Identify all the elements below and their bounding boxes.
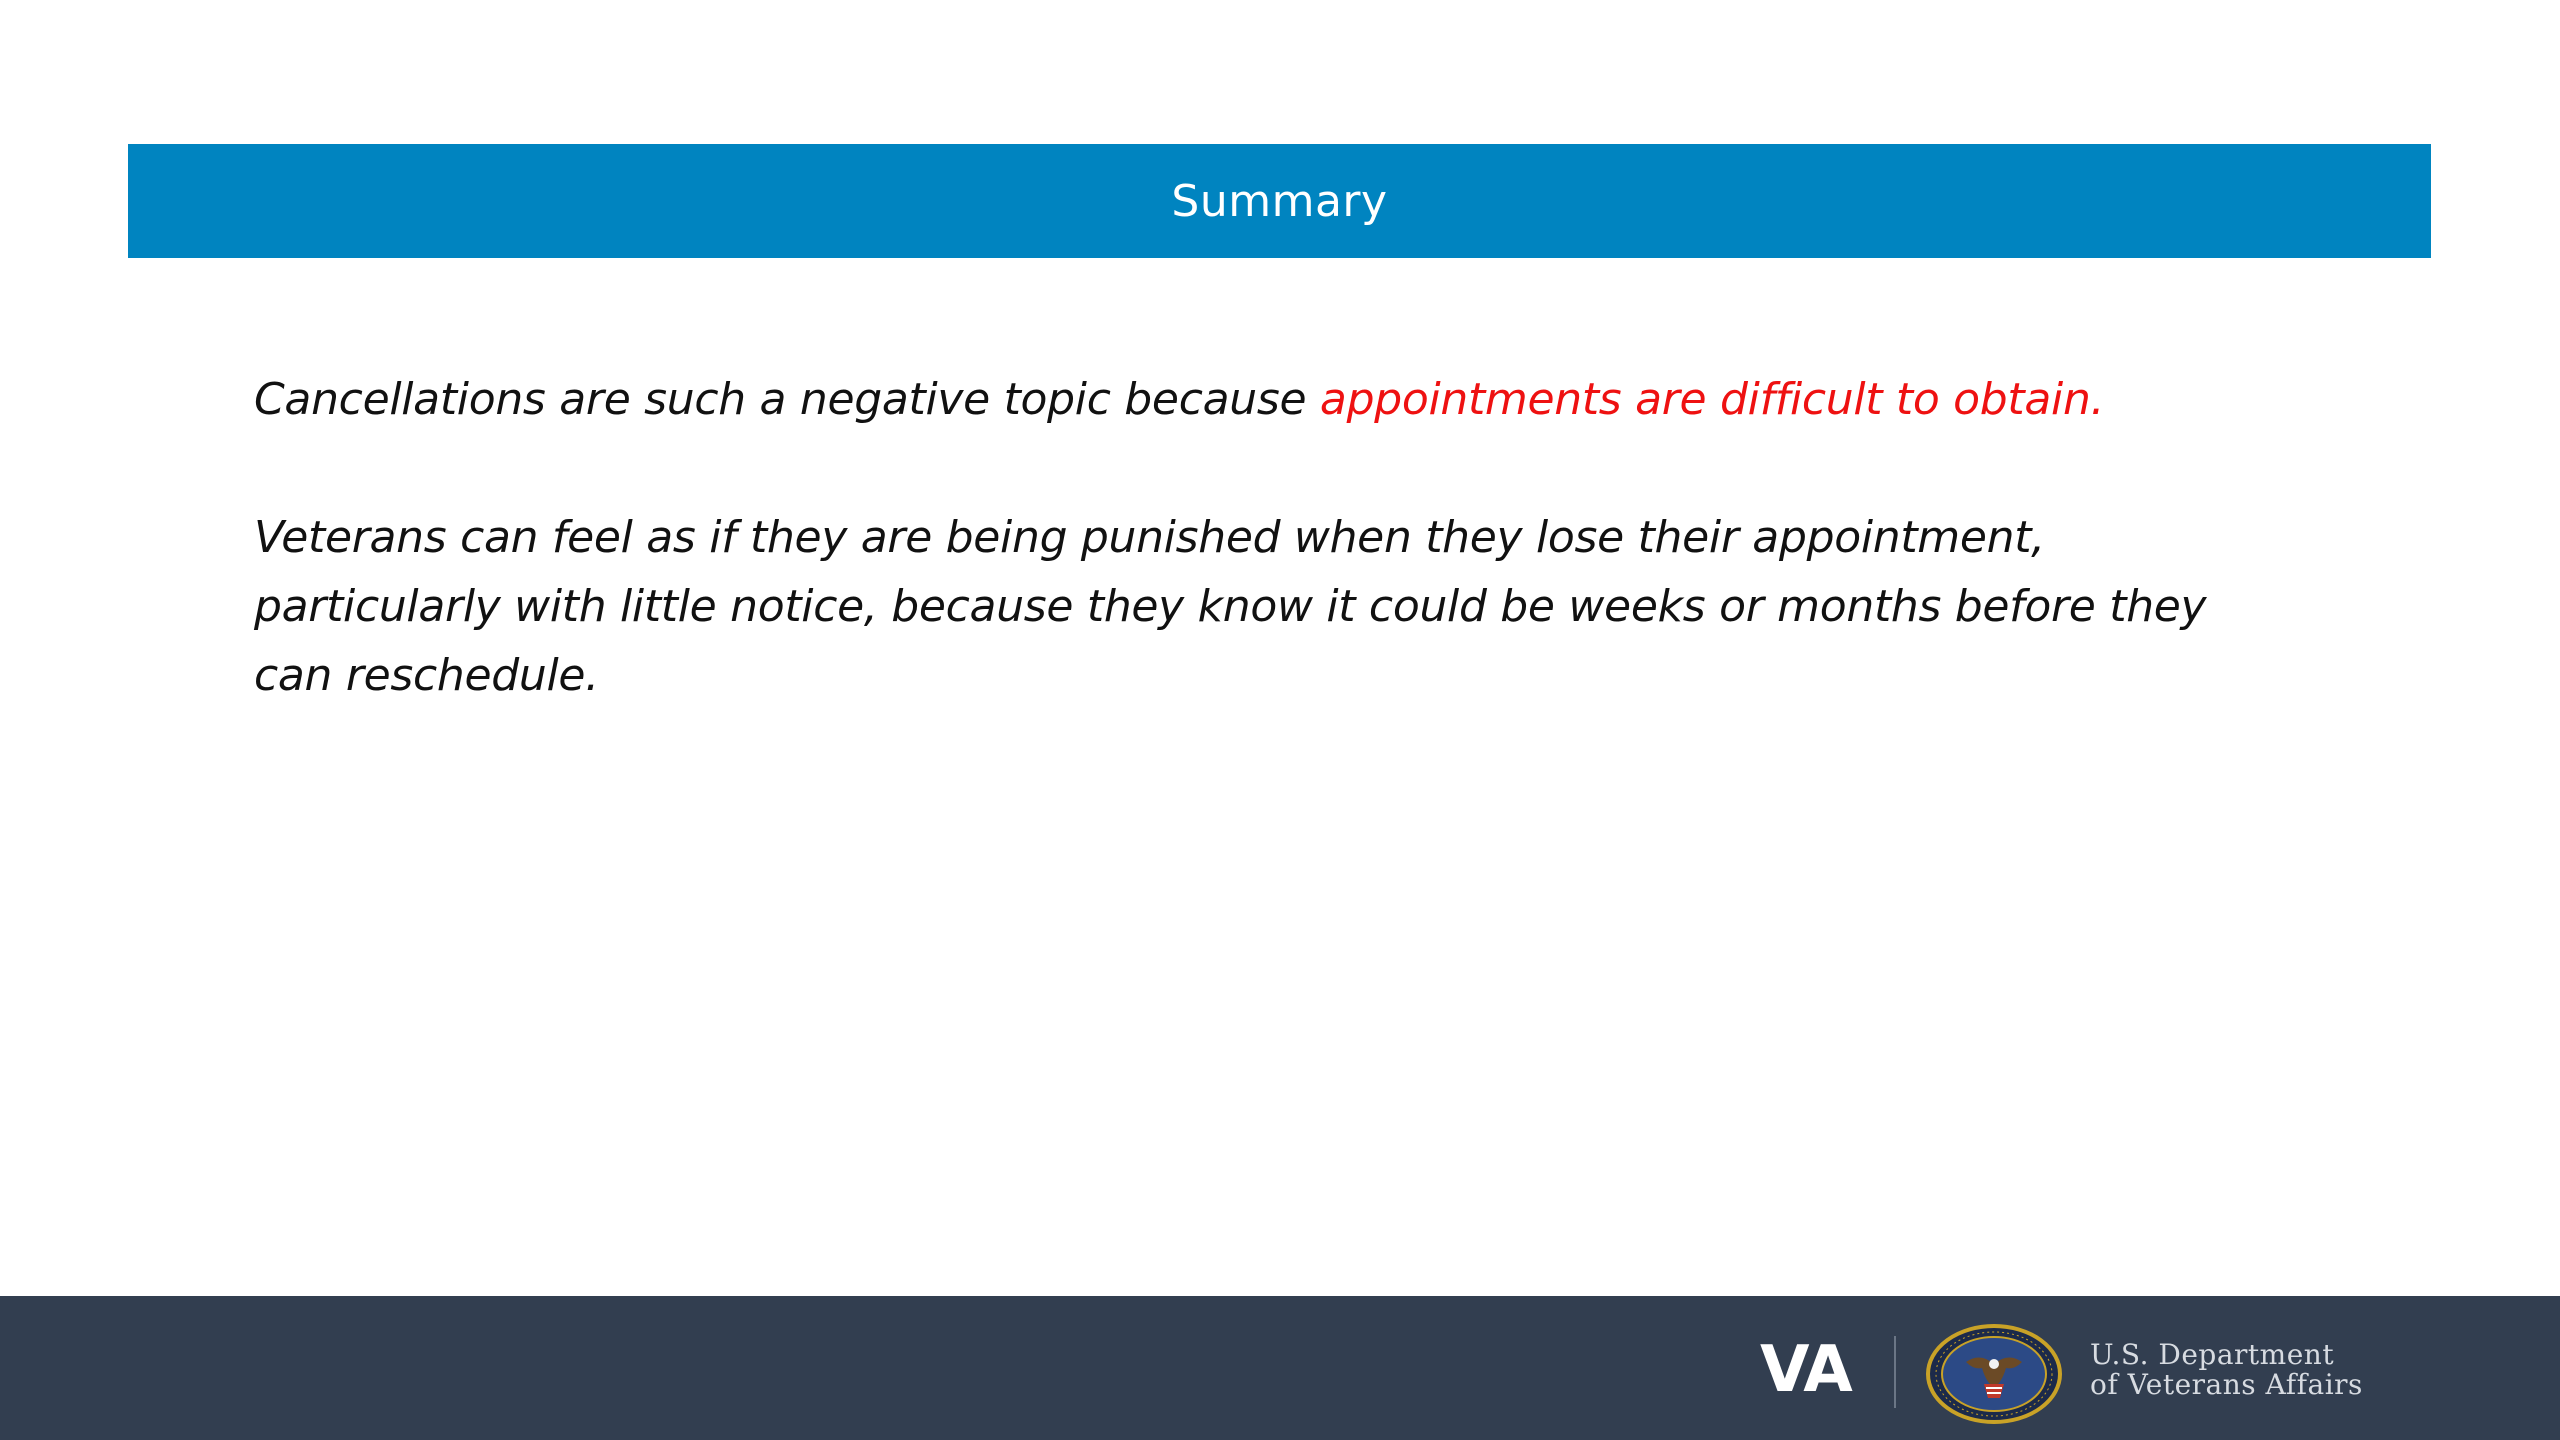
paragraph-cancellations-text: Cancellations are such a negative topic because xyxy=(254,374,1320,425)
slide-body xyxy=(254,365,2274,710)
highlighted-phrase: appointments are difficult to obtain. xyxy=(1319,374,2105,425)
paragraph-cancellations xyxy=(254,365,2274,434)
paragraph-veterans: Veterans can feel as if they are being punished when they lose their appointment, particularly with little notice, because they know it could be weeks or months before they can reschedule. xyxy=(254,512,2207,701)
title-bar xyxy=(128,144,2431,258)
department-name-line1: U.S. Department xyxy=(2090,1338,2335,1371)
department-name xyxy=(2090,1340,2363,1400)
department-name-line2: of Veterans Affairs xyxy=(2090,1368,2363,1401)
footer-divider xyxy=(1894,1336,1896,1408)
va-seal-icon xyxy=(1926,1324,2062,1424)
slide-title: Summary xyxy=(1171,175,1388,227)
va-logo: VA xyxy=(1760,1333,1851,1407)
